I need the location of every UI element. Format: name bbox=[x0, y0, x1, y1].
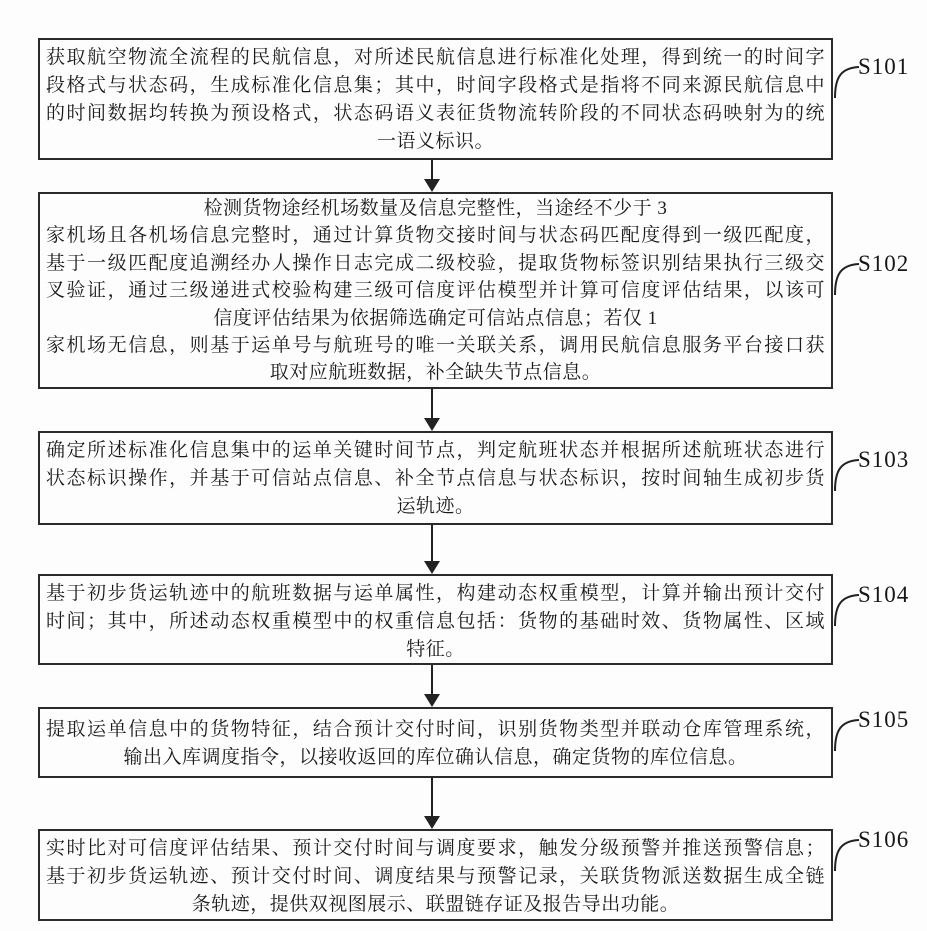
step-label-s104: S104 bbox=[858, 582, 910, 607]
step-label-s102: S102 bbox=[858, 251, 910, 276]
step-text-line: 基于一级匹配度追溯经办人操作日志完成二级校验，提取货物标签识别结果执行三级交 bbox=[46, 252, 825, 274]
step-text-line: 信度评估结果为依据筛选确定可信站点信息；若仅 1 bbox=[213, 307, 658, 329]
step-text-line: 的时间数据均转换为预设格式，状态码语义表征货物流转阶段的不同状态码映射为的统 bbox=[46, 103, 825, 124]
arrow-head bbox=[424, 816, 440, 829]
step-text-line: 取对应航班数据，补全缺失节点信息。 bbox=[269, 362, 602, 384]
step-text-line: 获取航空物流全流程的民航信息，对所述民航信息进行标准化处理，得到统一的时间字 bbox=[46, 47, 825, 68]
down-arrow bbox=[424, 389, 440, 431]
down-arrow bbox=[424, 525, 440, 574]
arrow-head bbox=[424, 179, 440, 192]
step-text-line: 基于初步货运轨迹、预计交付时间、调度结果与预警记录，关联货物派送数据生成全链 bbox=[46, 866, 825, 887]
flow-step-box-s105 bbox=[38, 707, 833, 778]
down-arrow bbox=[424, 665, 440, 707]
arrow-shaft bbox=[431, 160, 433, 179]
arrow-head bbox=[424, 694, 440, 707]
step-text-line: 家机场无信息，则基于运单号与航班号的唯一关联关系，调用民航信息服务平台接口获 bbox=[46, 335, 825, 357]
step-text-line: 叉验证，通过三级递进式校验构建三级可信度评估模型并计算可信度评估结果，以该可 bbox=[46, 280, 825, 302]
step-connector-curve bbox=[834, 589, 860, 627]
step-text-line: 一语义标识。 bbox=[376, 131, 494, 152]
arrow-head bbox=[424, 561, 440, 574]
step-text-line: 状态标识操作，并基于可信站点信息、补全节点信息与状态标识，按时间轴生成初步货 bbox=[46, 468, 825, 489]
down-arrow bbox=[424, 160, 440, 192]
step-connector-curve bbox=[834, 834, 860, 872]
step-connector-curve bbox=[834, 61, 860, 99]
step-label-s105: S105 bbox=[858, 707, 910, 732]
arrow-shaft bbox=[431, 389, 433, 418]
step-text-line: 家机场且各机场信息完整时，通过计算货物交接时间与状态码匹配度得到一级匹配度， bbox=[46, 225, 825, 247]
step-text-line: 运轨迹。 bbox=[396, 496, 475, 517]
step-connector-curve bbox=[834, 714, 860, 752]
arrow-shaft bbox=[431, 778, 433, 816]
arrow-shaft bbox=[431, 525, 433, 561]
flow-step-box-s104 bbox=[38, 574, 833, 665]
step-connector-curve bbox=[834, 258, 860, 296]
arrow-shaft bbox=[431, 665, 433, 694]
step-label-s101: S101 bbox=[858, 54, 910, 79]
arrow-head bbox=[424, 418, 440, 431]
step-text-line: 实时比对可信度评估结果、预计交付时间与调度要求，触发分级预警并推送预警信息； bbox=[46, 838, 825, 859]
step-connector-curve bbox=[834, 454, 860, 492]
step-text-line: 确定所述标准化信息集中的运单关键时间节点，判定航班状态并根据所述航班状态进行 bbox=[46, 440, 825, 461]
step-text-line: 段格式与状态码，生成标准化信息集；其中，时间字段格式是指将不同来源民航信息中 bbox=[46, 75, 825, 96]
flow-step-box-s102 bbox=[38, 192, 833, 389]
flow-step-box-s106 bbox=[38, 829, 833, 921]
step-text-line: 输出入库调度指令，以接收返回的库位确认信息，确定货物的库位信息。 bbox=[123, 747, 748, 768]
step-text-line: 特征。 bbox=[406, 639, 465, 660]
step-text-line: 提取运单信息中的货物特征，结合预计交付时间，识别货物类型并联动仓库管理系统， bbox=[46, 719, 825, 740]
step-text-line: 条轨迹，提供双视图展示、联盟链存证及报告导出功能。 bbox=[191, 894, 680, 915]
step-label-s103: S103 bbox=[858, 447, 910, 472]
step-text-line: 基于初步货运轨迹中的航班数据与运单属性，构建动态权重模型，计算并输出预计交付 bbox=[46, 583, 825, 604]
step-text-line: 时间；其中，所述动态权重模型中的权重信息包括：货物的基础时效、货物属性、区域 bbox=[46, 611, 825, 632]
flow-step-box-s103 bbox=[38, 431, 833, 525]
flow-step-box-s101 bbox=[38, 38, 833, 160]
down-arrow bbox=[424, 778, 440, 829]
step-text-line: 检测货物途经机场数量及信息完整性，当途经不少于 3 bbox=[203, 198, 668, 219]
step-label-s106: S106 bbox=[858, 827, 910, 852]
